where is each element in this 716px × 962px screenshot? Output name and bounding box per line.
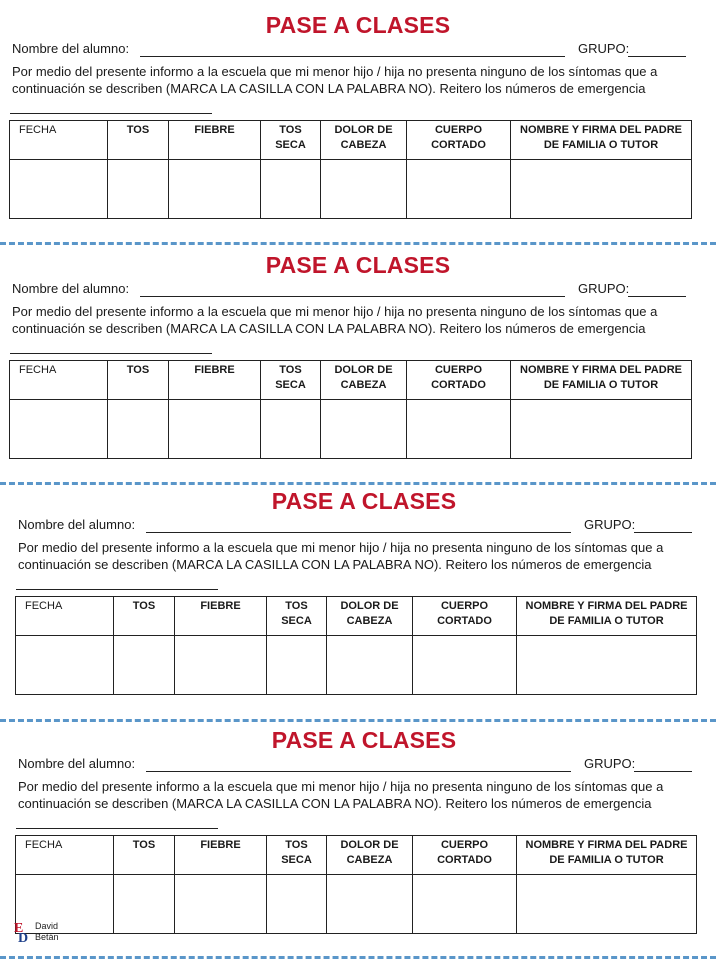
col-cuerpo-cortado: [407, 361, 511, 400]
table-header-row: [10, 121, 692, 160]
emergency-number-field[interactable]: [16, 589, 218, 590]
consent-line-2: continuación se describen (MARCA LA CASILLA CON LA PALABRA NO). Reitero los números de emergencia: [12, 81, 646, 96]
cell-fecha[interactable]: [10, 400, 108, 459]
symptom-table: [15, 596, 697, 695]
pass-form-3: [0, 488, 716, 720]
student-name-field[interactable]: [140, 296, 565, 297]
col-tos-seca-line2: SECA: [275, 379, 306, 391]
cut-line: [0, 482, 716, 485]
cell-firma[interactable]: [517, 875, 697, 934]
col-cuerpo-line1: CUERPO: [440, 600, 489, 612]
student-name-field[interactable]: [140, 56, 565, 57]
col-fecha: FECHA: [16, 597, 114, 636]
cell-tos[interactable]: [108, 400, 169, 459]
col-tos-seca-line2: SECA: [281, 854, 312, 866]
consent-line-2: continuación se describen (MARCA LA CASILLA CON LA PALABRA NO). Reitero los números de emergencia: [12, 321, 646, 336]
consent-line-1: Por medio del presente informo a la escuela que mi menor hijo / hija no presenta ninguno de los síntomas que a: [12, 304, 658, 319]
cell-dolor-cabeza[interactable]: [327, 636, 413, 695]
author-last-name: Betán: [35, 932, 59, 942]
cell-fecha[interactable]: [10, 160, 108, 219]
col-tos-seca-line1: TOS: [279, 364, 302, 376]
col-dolor-line2: CABEZA: [346, 854, 393, 866]
group-field[interactable]: [628, 296, 686, 297]
consent-line-1: Por medio del presente informo a la escuela que mi menor hijo / hija no presenta ninguno de los síntomas que a: [18, 540, 664, 555]
col-cuerpo-cortado: [413, 597, 517, 636]
col-fiebre: FIEBRE: [175, 597, 267, 636]
cell-dolor-cabeza[interactable]: [321, 400, 407, 459]
cell-fiebre[interactable]: [169, 160, 261, 219]
consent-line-2: continuación se describen (MARCA LA CASILLA CON LA PALABRA NO). Reitero los números de emergencia: [18, 557, 652, 572]
col-dolor-line2: CABEZA: [346, 615, 393, 627]
cell-tos[interactable]: [114, 636, 175, 695]
cell-fiebre[interactable]: [175, 636, 267, 695]
col-fiebre: FIEBRE: [175, 836, 267, 875]
col-cuerpo-line1: CUERPO: [440, 839, 489, 851]
col-dolor-line2: CABEZA: [340, 139, 387, 151]
col-dolor-cabeza: [327, 597, 413, 636]
student-name-label: Nombre del alumno:: [18, 756, 136, 771]
cell-cuerpo-cortado[interactable]: [413, 875, 517, 934]
student-name-field[interactable]: [146, 771, 571, 772]
student-name-label: Nombre del alumno:: [12, 41, 130, 56]
cell-tos-seca[interactable]: [261, 400, 321, 459]
emergency-number-field[interactable]: [16, 828, 218, 829]
group-label: GRUPO:: [578, 41, 630, 56]
col-dolor-cabeza: [321, 361, 407, 400]
student-name-label: Nombre del alumno:: [12, 281, 130, 296]
col-cuerpo-line1: CUERPO: [434, 124, 483, 136]
cell-tos-seca[interactable]: [261, 160, 321, 219]
cut-line: [0, 242, 716, 245]
group-label: GRUPO:: [578, 281, 630, 296]
col-cuerpo-line2: CORTADO: [437, 615, 492, 627]
col-dolor-line1: DOLOR DE: [334, 364, 393, 376]
author-first-name: David: [35, 921, 59, 931]
cell-firma[interactable]: [511, 400, 692, 459]
col-firma: [511, 121, 692, 160]
group-field[interactable]: [634, 771, 692, 772]
form-title: PASE A CLASES: [265, 252, 451, 278]
col-firma: [511, 361, 692, 400]
col-firma-line2: DE FAMILIA O TUTOR: [543, 139, 659, 151]
col-firma-line1: NOMBRE Y FIRMA DEL PADRE: [525, 600, 688, 612]
cell-cuerpo-cortado[interactable]: [413, 636, 517, 695]
col-firma-line1: NOMBRE Y FIRMA DEL PADRE: [525, 839, 688, 851]
table-header-row: [16, 836, 697, 875]
col-tos-seca: [261, 121, 321, 160]
group-field[interactable]: [628, 56, 686, 57]
col-cuerpo-line2: CORTADO: [431, 379, 486, 391]
symptom-table: [15, 835, 697, 934]
col-tos-seca-line1: TOS: [285, 839, 308, 851]
emergency-number-field[interactable]: [10, 353, 212, 354]
pass-form-2: [0, 252, 716, 484]
col-dolor-line1: DOLOR DE: [334, 124, 393, 136]
cell-dolor-cabeza[interactable]: [321, 160, 407, 219]
logo-letter-d: D: [18, 931, 29, 946]
col-fecha: FECHA: [10, 361, 108, 400]
col-firma-line2: DE FAMILIA O TUTOR: [549, 854, 664, 866]
cell-fiebre[interactable]: [175, 875, 267, 934]
pass-form-4: [0, 727, 716, 959]
col-cuerpo-line2: CORTADO: [431, 139, 486, 151]
col-fecha: FECHA: [10, 121, 108, 160]
group-label: GRUPO:: [584, 517, 636, 532]
cut-line: [0, 956, 716, 959]
col-firma-line2: DE FAMILIA O TUTOR: [543, 379, 659, 391]
col-dolor-line1: DOLOR DE: [340, 839, 399, 851]
col-tos-seca: [267, 836, 327, 875]
col-tos: TOS: [114, 597, 175, 636]
author-name: [35, 921, 59, 943]
table-header-row: [16, 597, 697, 636]
col-dolor-cabeza: [327, 836, 413, 875]
col-tos-seca: [261, 361, 321, 400]
emergency-number-field[interactable]: [10, 113, 212, 114]
cell-dolor-cabeza[interactable]: [327, 875, 413, 934]
col-tos: TOS: [108, 121, 169, 160]
col-dolor-line1: DOLOR DE: [340, 600, 399, 612]
cell-tos-seca[interactable]: [267, 636, 327, 695]
form-title: PASE A CLASES: [265, 12, 451, 38]
col-cuerpo-cortado: [413, 836, 517, 875]
col-tos-seca-line2: SECA: [281, 615, 312, 627]
col-tos-seca-line2: SECA: [275, 139, 306, 151]
ed-logo-icon: [14, 921, 29, 946]
col-cuerpo-cortado: [407, 121, 511, 160]
consent-paragraph: [18, 778, 663, 812]
col-tos-seca-line1: TOS: [285, 600, 308, 612]
cut-line: [0, 719, 716, 722]
cell-firma[interactable]: [517, 636, 697, 695]
table-row: [16, 636, 697, 695]
table-row: [10, 160, 692, 219]
cell-fiebre[interactable]: [169, 400, 261, 459]
col-tos: TOS: [114, 836, 175, 875]
table-header-row: [10, 361, 692, 400]
cell-cuerpo-cortado[interactable]: [407, 400, 511, 459]
table-row: [10, 400, 692, 459]
form-title: PASE A CLASES: [271, 727, 457, 753]
col-tos: TOS: [108, 361, 169, 400]
cell-fecha[interactable]: [16, 636, 114, 695]
symptom-table: [9, 360, 692, 459]
symptom-table: [9, 120, 692, 219]
col-fiebre: FIEBRE: [169, 361, 261, 400]
consent-paragraph: [12, 303, 657, 337]
table-row: [16, 875, 697, 934]
col-tos-seca: [267, 597, 327, 636]
logo-letter-e: E: [14, 921, 24, 936]
cell-cuerpo-cortado[interactable]: [407, 160, 511, 219]
col-dolor-cabeza: [321, 121, 407, 160]
col-firma-line2: DE FAMILIA O TUTOR: [549, 615, 664, 627]
consent-line-1: Por medio del presente informo a la escuela que mi menor hijo / hija no presenta ninguno de los síntomas que a: [12, 64, 658, 79]
col-firma-line1: NOMBRE Y FIRMA DEL PADRE: [520, 364, 682, 376]
group-field[interactable]: [634, 532, 692, 533]
col-cuerpo-line1: CUERPO: [434, 364, 483, 376]
author-logo: [14, 921, 74, 947]
consent-line-1: Por medio del presente informo a la escuela que mi menor hijo / hija no presenta ninguno de los síntomas que a: [18, 779, 664, 794]
col-tos-seca-line1: TOS: [279, 124, 302, 136]
col-firma: [517, 597, 697, 636]
pass-form-1: [0, 12, 716, 244]
consent-paragraph: [12, 63, 657, 97]
group-label: GRUPO:: [584, 756, 636, 771]
cell-tos-seca[interactable]: [267, 875, 327, 934]
col-fiebre: FIEBRE: [169, 121, 261, 160]
col-dolor-line2: CABEZA: [340, 379, 387, 391]
student-name-field[interactable]: [146, 532, 571, 533]
form-title: PASE A CLASES: [271, 488, 457, 514]
consent-paragraph: [18, 539, 663, 573]
cell-tos[interactable]: [108, 160, 169, 219]
cell-tos[interactable]: [114, 875, 175, 934]
col-firma-line1: NOMBRE Y FIRMA DEL PADRE: [520, 124, 682, 136]
cell-firma[interactable]: [511, 160, 692, 219]
col-firma: [517, 836, 697, 875]
consent-line-2: continuación se describen (MARCA LA CASILLA CON LA PALABRA NO). Reitero los números de emergencia: [18, 796, 652, 811]
col-fecha: FECHA: [16, 836, 114, 875]
student-name-label: Nombre del alumno:: [18, 517, 136, 532]
col-cuerpo-line2: CORTADO: [437, 854, 492, 866]
